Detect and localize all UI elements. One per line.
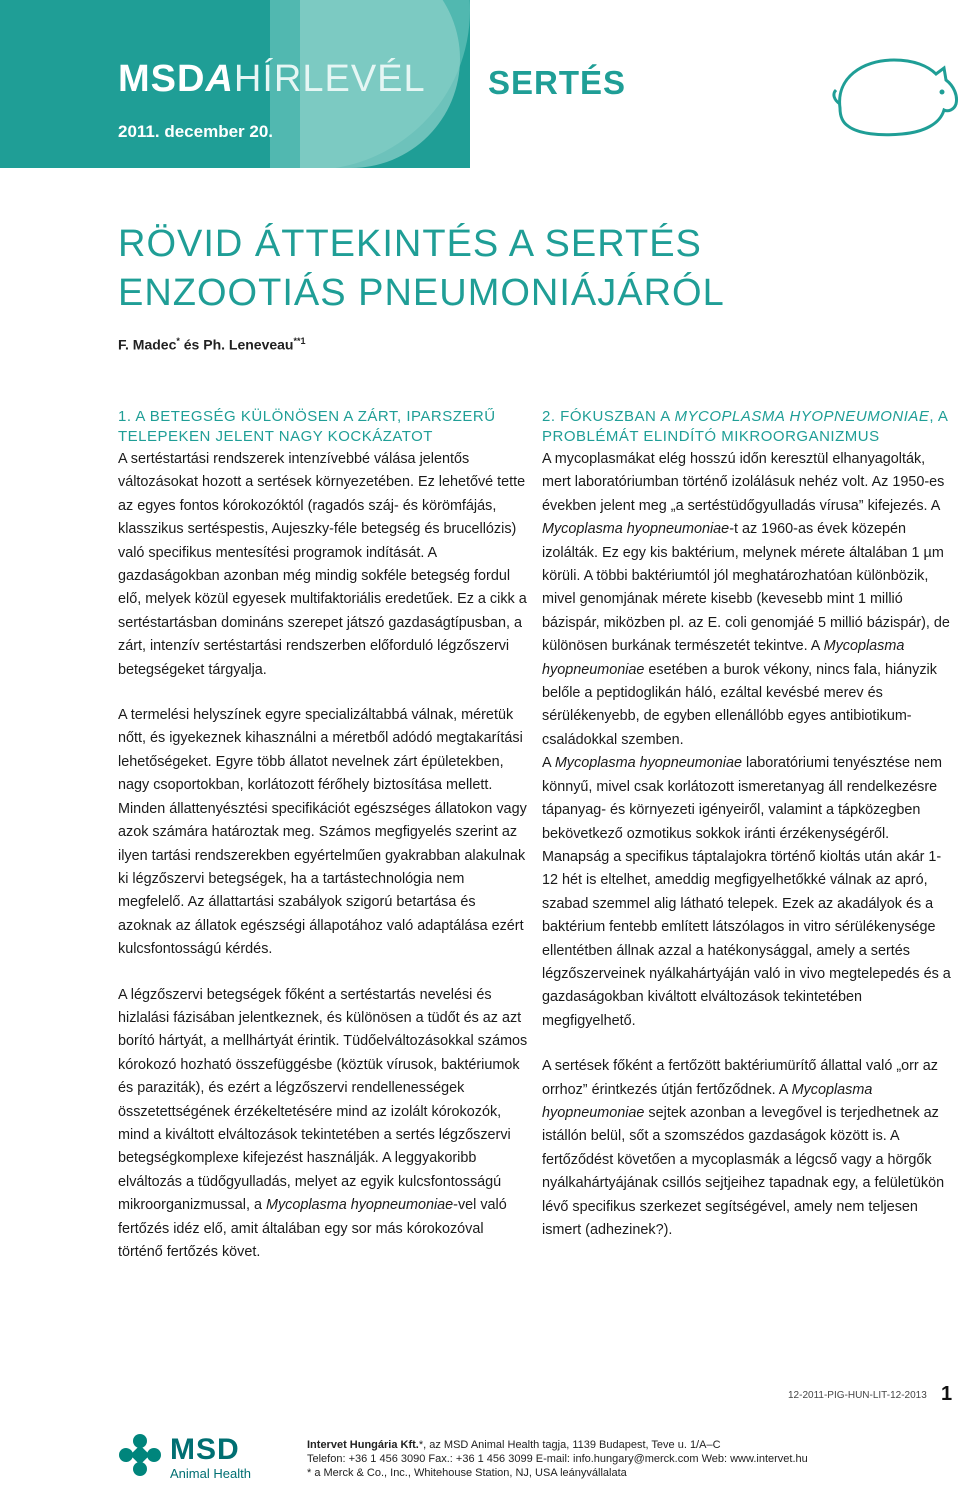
- contact-line: Telefon: +36 1 456 3090 Fax.: +36 1 456 3099 E-mail: info.hungary@merck.com Web: www.intervet.hu: [307, 1453, 808, 1465]
- section-1-heading: 1. A BETEGSÉG KÜLÖNÖSEN A ZÁRT, IPARSZERŰ TELEPEKEN JELENT NAGY KOCKÁZATOT: [118, 408, 496, 445]
- species-name: Mycoplasma hyopneumoniae: [542, 638, 905, 678]
- paragraph-text: sejtek azonban a levegővel is terjedhetnek az istállón belül, sőt a szomszédos gazdaságok között is. A fertőződést követően a mycoplasmák a légcső vagy a hörgők nyálkahártyájának csillós sejtjeihez tapadnak egy, a felületükön lévő specifikus szerkezet segítségével, amely nem teljesen ismert (adhezinek?).: [542, 1104, 945, 1238]
- author-2-mark: **1: [293, 336, 306, 346]
- header-banner: [0, 0, 960, 168]
- msd-logo-icon: [118, 1433, 162, 1477]
- section-1-paragraph-1: A sertéstartási rendszerek intenzívebbé válása jelentős változásokat hozott a sertések környezetében. Ez lehetővé tette az egyes fontos kórokozóktól (ragadós száj- és körömfájás, klasszikus sertéspestis, Aujeszky-féle betegség és brucellózis) való specifikus mentesítési programok indítását. A gazdaságokban azonban még mindig sokféle betegség fordul elő, melyek közül egyesek multifaktoriális eredetűek. Ez a cikk a sertéstartásban domináns szerepet játszó gazdaságtípusban, a zárt, intenzív sertéstartási rendszerben előforduló légzőszervi betegségeket tárgyalja.: [118, 451, 527, 678]
- paragraph-text: A: [542, 755, 555, 772]
- author-1: F. Madec: [118, 336, 177, 353]
- right-column: [542, 407, 952, 1242]
- brand-mark: A: [205, 58, 234, 100]
- logo-subtitle: Animal Health: [170, 1466, 251, 1481]
- company-details: *, az MSD Animal Health tagja, 1139 Budapest, Teve u. 1/A–C: [418, 1439, 721, 1451]
- author-2: és Ph. Leneveau: [179, 336, 294, 353]
- paragraph-text: A mycoplasmákat elég hosszú időn keresztül elhanyagolták, mert laboratóriumban történő izolálásuk nehéz volt. Az 1950-es években jelent meg „a sertéstüdőgyulladás vírusa” kifejezés. A: [542, 451, 945, 514]
- species-name: Mycoplasma hyopneumoniae: [542, 1081, 873, 1121]
- paragraph-text: A légzőszervi betegségek főként a sertéstartás nevelési és hizlalási fázisában jelentkeznek, és különösen a tüdőt és az azt borító hártyát, a mellhártyát érintik. Tüdőelváltozásokkal számos kórokozó hozható összefüggésbe (köztük vírusok, baktériumok és paraziták), és ezért a légzőszervi rendellenességek összetettségének érzékeltetésére mind az izolált kórokozók, mind a kiváltott elváltozások tekintetében a sertés légzőszervi betegségkomplexe kifejezést használják. A leggyakoribb elváltozás a tüdőgyulladás, melyet az egyik kulcsfontosságú mikroorganizmussal, a: [118, 986, 528, 1214]
- page-number: 1: [941, 1383, 953, 1405]
- authors-line: [118, 336, 306, 353]
- heading-text: 2. FÓKUSZBAN A: [542, 408, 675, 425]
- reference-code: 12-2011-PIG-HUN-LIT-12-2013: [788, 1390, 927, 1401]
- paragraph-text: -t az 1960-as évek közepén izolálták. Ez egy kis baktérium, melynek mérete általában 1 µm körüli. A többi baktériumtól jól meghatározhatóan különbözik, mivel genomjának mérete kisebb (kevesebb mint 1 millió bázispár, miközben pl. az E. coli genomjáé 5 millió bázispár), de különösen burkának természetét tekintve. A: [542, 521, 950, 655]
- section-2-heading: [542, 407, 952, 447]
- pig-icon: [832, 38, 960, 148]
- author-1-mark: *: [176, 336, 180, 346]
- heading-species: MYCOPLASMA HYOPNEUMONIAE: [674, 408, 930, 425]
- section-1-paragraph-3: [118, 984, 528, 1265]
- section-label: SERTÉS: [488, 64, 627, 101]
- issue-date: 2011. december 20.: [118, 122, 274, 141]
- section-2-paragraph-1: [542, 448, 952, 752]
- section-2-paragraph-2: [542, 752, 952, 1033]
- paragraph-text: esetében a burok vékony, nincs fala, hiányzik belőle a peptidoglikán háló, ezáltal kevésbé merev és sérülékenyebb, de egyben ellenállóbb egyes antibiotikum-családokkal szemben.: [542, 661, 937, 748]
- species-name: Mycoplasma hyopneumoniae: [542, 521, 730, 538]
- company-name: Intervet Hungária Kft.: [307, 1439, 419, 1451]
- heading-text: , A PROBLÉMÁT ELINDÍTÓ MIKROORGANIZMUS: [542, 408, 948, 445]
- left-column: [118, 407, 528, 1264]
- paragraph-text: A sertések főként a fertőzött baktériumürítő állattal való „orr az orrhoz” érintkezés útján fertőződnek. A: [542, 1058, 938, 1098]
- company-line: [307, 1438, 808, 1452]
- article-title: RÖVID ÁTTEKINTÉS A SERTÉS ENZOOTIÁS PNEUMONIÁJÁRÓL: [118, 223, 725, 314]
- logo-text: MSD: [170, 1433, 240, 1466]
- footnote-line: * a Merck & Co., Inc., Whitehouse Station, NJ, USA leányvállalata: [307, 1467, 627, 1479]
- msd-animal-health-logo: [118, 1433, 288, 1483]
- newsletter-brand: [118, 58, 426, 101]
- brand-bold: MSD: [118, 58, 206, 100]
- paragraph-text: -vel való fertőzés idéz elő, amit általában egy sor más kórokozóval történő fertőzés követ.: [118, 1197, 507, 1260]
- brand-light: HÍRLEVÉL: [233, 58, 426, 100]
- section-1-paragraph-2: A termelési helyszínek egyre specializáltabbá válnak, méretük nőtt, és igyekeznek kihasználni a méretből adódó megtakarítási lehetőségeket. Egyre több állatot nevelnek zárt épületekben, nagy csoportokban, korlátozott férőhely biztosítása mellett. Minden állattenyésztési specifikációt egészséges állatokon vagy azok számára határoztak meg. Számos megfigyelés szerint az ilyen tartási rendszerekben egyértelműen gyakrabban alakulnak ki légzőszervi betegségek, ha a tartástechnológia nem megfelelő. Az állattartási szabályok szigorú betartása és azoknak az állatok egészségi állapotához való adaptálása ezért kulcsfontosságú kérdés.: [118, 707, 527, 958]
- paragraph-text: laboratóriumi tenyésztése nem könnyű, mivel csak korlátozott ismeretanyag áll rendelkezésre tápanyag- és környezeti igényeiről, valamint a tápközegben bekövetkező ozmotikus sokkok iránti érzékenységéről. Manapság a specifikus táptalajokra történő kioltás után akár 1-12 hét is eltelhet, ameddig megfigyelhetőkké válnak az apró, szabad szemmel alig látható telepek. Ezek az akadályok és a baktérium fentebb említett látszólagos in vitro sérülékenysége ellentétben állnak azzal a hatékonysággal, amely a sertés légzőszerveinek nyálkahártyáján való in vivo megtelepedés és a gazdaságokban kiváltott elváltozások tekintetében megfigyelhető.: [542, 755, 951, 1029]
- footer-info: [307, 1438, 808, 1480]
- species-name: Mycoplasma hyopneumoniae: [554, 755, 742, 772]
- species-name: Mycoplasma hyopneumoniae: [265, 1197, 454, 1214]
- section-2-paragraph-3: [542, 1055, 952, 1242]
